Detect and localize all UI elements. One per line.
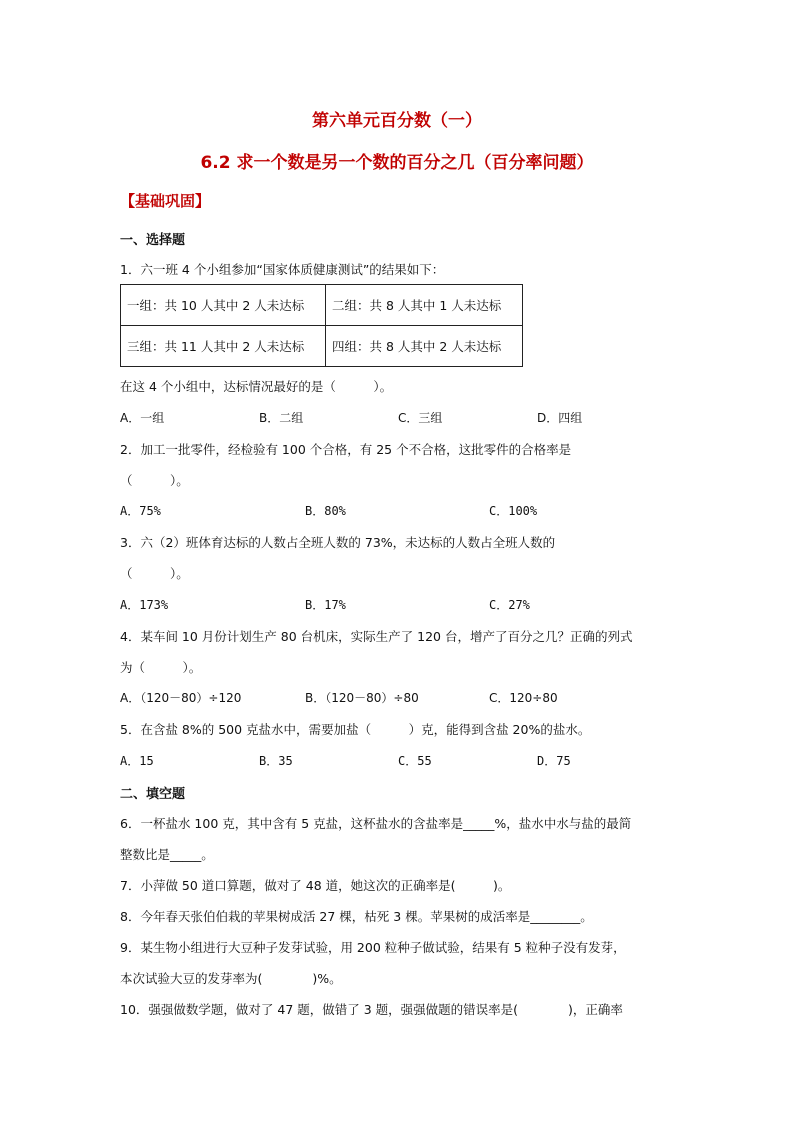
- q1-table: [120, 284, 523, 367]
- q2-line1: 2．加工一批零件，经检验有 100 个合格，有 25 个不合格，这批零件的合格率是: [120, 442, 572, 457]
- q2-option-c[interactable]: C．100%: [489, 504, 538, 518]
- q1-option-b[interactable]: B．二组: [259, 411, 304, 425]
- q3-option-b[interactable]: B．17%: [305, 598, 346, 612]
- part2-heading: 二、填空题: [120, 787, 186, 802]
- section-tag: 【基础巩固】: [120, 192, 211, 210]
- page-subtitle: 6.2 求一个数是另一个数的百分之几（百分率问题）: [200, 153, 594, 173]
- q3-option-c[interactable]: C．27%: [489, 598, 530, 612]
- table-cell: 四组：共 8 人其中 2 人未达标: [326, 326, 523, 367]
- q1-option-d[interactable]: D．四组: [537, 411, 583, 425]
- table-row: [121, 285, 523, 326]
- q9-line2: 本次试验大豆的发芽率为( )%。: [120, 971, 342, 986]
- q5-option-d[interactable]: D．75: [537, 754, 571, 768]
- q5-option-b[interactable]: B．35: [259, 754, 293, 768]
- q1-option-a[interactable]: A．一组: [120, 411, 165, 425]
- q1-ask: 在这 4 个小组中，达标情况最好的是（ ）。: [120, 379, 393, 394]
- q4-line2: 为（ ）。: [120, 660, 202, 675]
- q1-option-c[interactable]: C．三组: [398, 411, 443, 425]
- part1-heading: 一、选择题: [120, 233, 186, 248]
- table-cell: 一组：共 10 人其中 2 人未达标: [121, 285, 326, 326]
- table-cell: 二组：共 8 人其中 1 人未达标: [326, 285, 523, 326]
- q9-line1: 9．某生物小组进行大豆种子发芽试验，用 200 粒种子做试验，结果有 5 粒种子没有发芽，: [120, 940, 626, 955]
- q8-line: 8．今年春天张伯伯栽的苹果树成活 27 棵，枯死 3 棵。苹果树的成活率是________。: [120, 909, 593, 924]
- q2-option-a[interactable]: A．75%: [120, 504, 161, 518]
- q2-option-b[interactable]: B．80%: [305, 504, 346, 518]
- q6-line1: 6．一杯盐水 100 克，其中含有 5 克盐，这杯盐水的含盐率是_____%，盐水中水与盐的最简: [120, 816, 632, 831]
- q3-line2: （ ）。: [120, 566, 189, 581]
- q5-line1: 5．在含盐 8%的 500 克盐水中，需要加盐（ ）克，能得到含盐 20%的盐水。: [120, 722, 591, 737]
- q3-option-a[interactable]: A．173%: [120, 598, 169, 612]
- q4-option-c[interactable]: C．120÷80: [489, 691, 558, 705]
- q6-line2: 整数比是_____。: [120, 847, 214, 862]
- q4-line1: 4．某车间 10 月份计划生产 80 台机床，实际生产了 120 台，增产了百分之几？正确的列式: [120, 629, 633, 644]
- page-title: 第六单元百分数（一）: [312, 111, 482, 131]
- q10-line1: 10．强强做数学题，做对了 47 题，做错了 3 题，强强做题的错误率是( )，正确率: [120, 1002, 623, 1017]
- q1-stem: 1．六一班 4 个小组参加“国家体质健康测试”的结果如下：: [120, 262, 445, 277]
- q2-line2: （ ）。: [120, 473, 189, 488]
- q4-option-a[interactable]: A．（120－80）÷120: [120, 691, 242, 705]
- q7-line: 7．小萍做 50 道口算题，做对了 48 道，她这次的正确率是( )。: [120, 878, 511, 893]
- q5-option-c[interactable]: C．55: [398, 754, 432, 768]
- q4-option-b[interactable]: B．（120－80）÷80: [305, 691, 419, 705]
- table-cell: 三组：共 11 人其中 2 人未达标: [121, 326, 326, 367]
- table-row: [121, 326, 523, 367]
- q5-option-a[interactable]: A．15: [120, 754, 154, 768]
- q3-line1: 3．六（2）班体育达标的人数占全班人数的 73%，未达标的人数占全班人数的: [120, 535, 556, 550]
